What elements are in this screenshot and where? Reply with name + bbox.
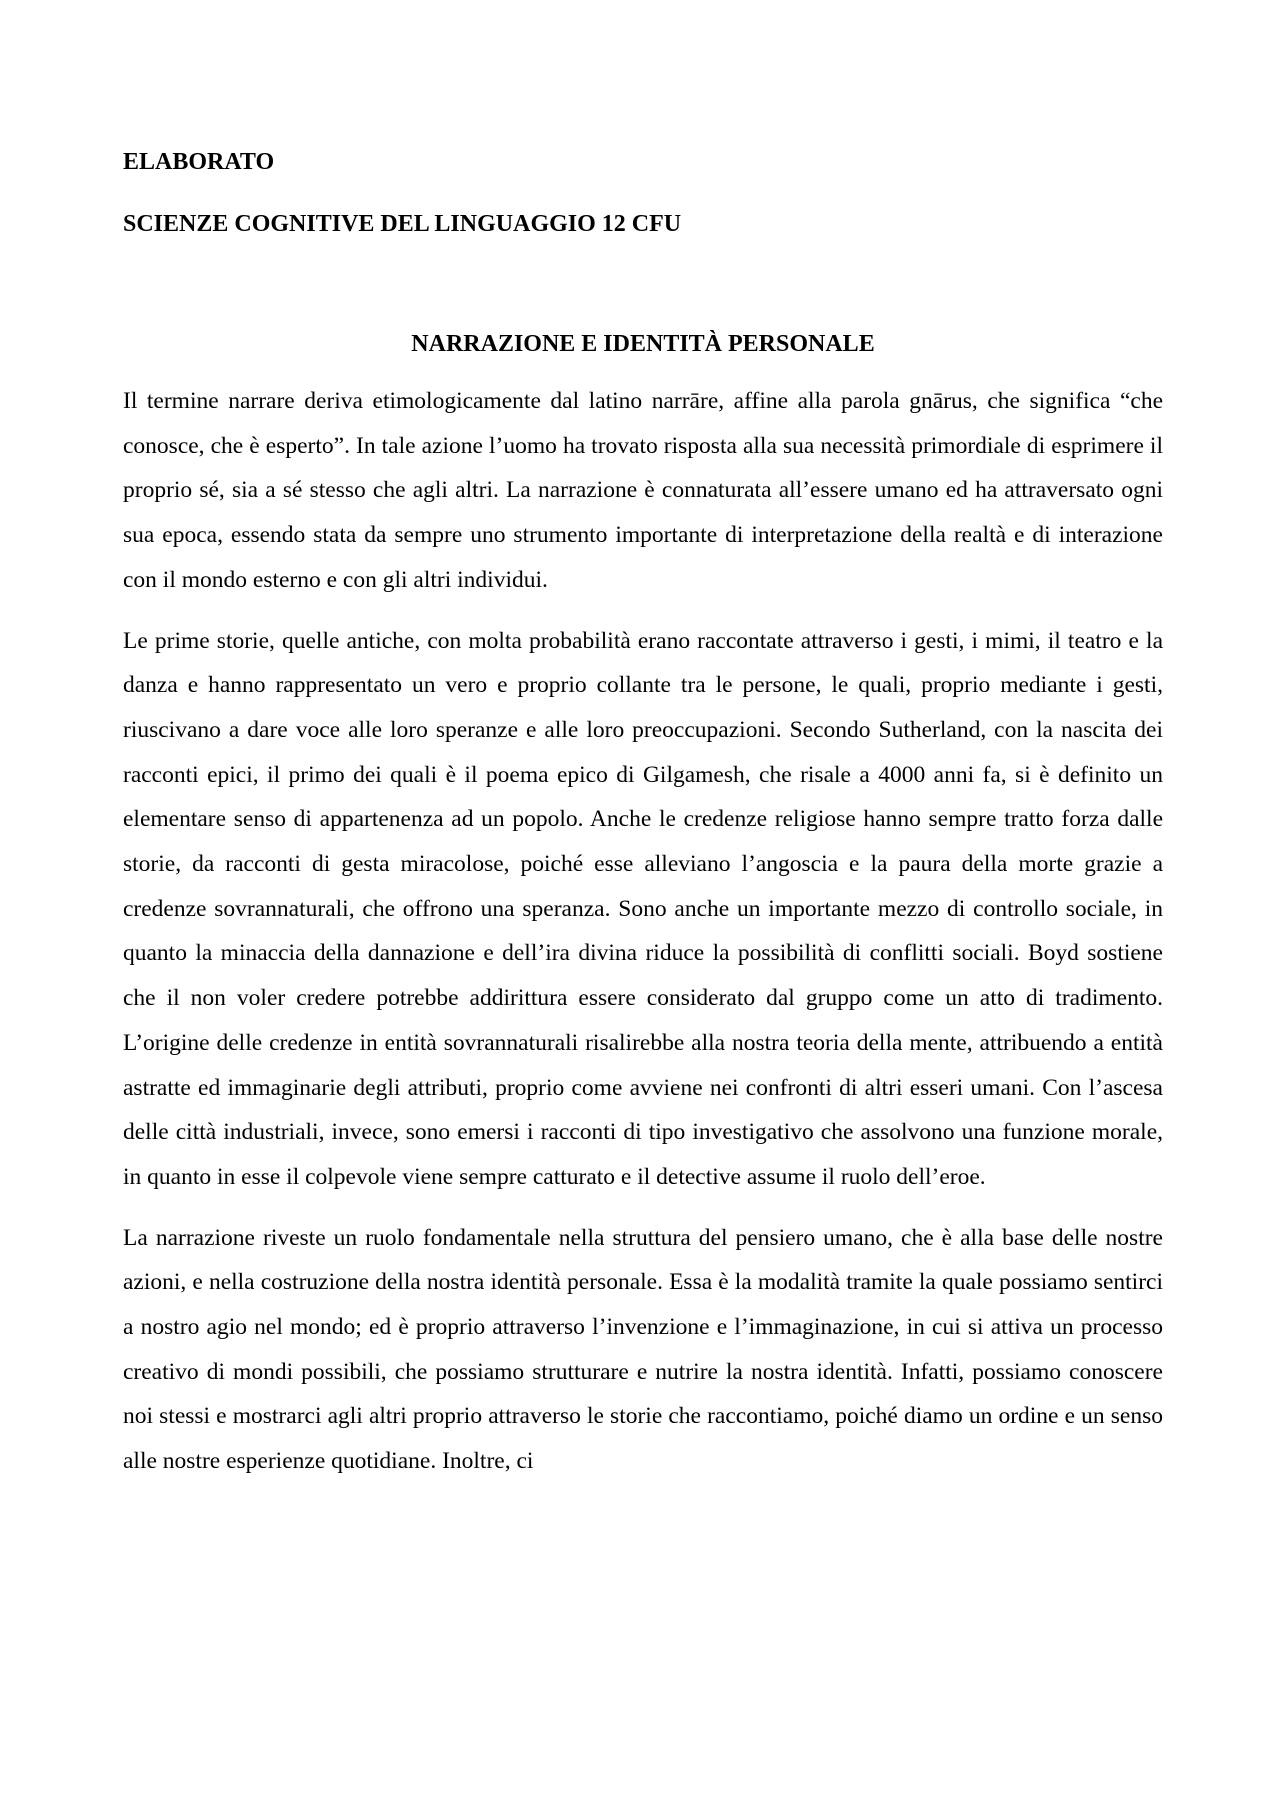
document-heading-elaborato: ELABORATO xyxy=(123,149,275,175)
document-title: NARRAZIONE E IDENTITÀ PERSONALE xyxy=(411,331,875,357)
document-content xyxy=(123,148,1163,1484)
paragraph-3: La narrazione riveste un ruolo fondamentale nella struttura del pensiero umano, che è alla base delle nostre azioni, e nella costruzione della nostra identità personale. Essa è la modalità tramite la quale possiamo sentirci a nostro agio nel mondo; ed è proprio attraverso l’invenzione e l’immaginazione, in cui si attiva un processo creativo di mondi possibili, che possiamo strutturare e nutrire la nostra identità. Infatti, possiamo conoscere noi stessi e mostrarci agli altri proprio attraverso le storie che raccontiamo, poiché diamo un ordine e un senso alle nostre esperienze quotidiane. Inoltre, ci xyxy=(123,1224,1163,1475)
paragraph-2: Le prime storie, quelle antiche, con molta probabilità erano raccontate attraverso i gesti, i mimi, il teatro e la danza e hanno rappresentato un vero e proprio collante tra le persone, le quali, proprio mediante i gesti, riuscivano a dare voce alle loro speranze e alle loro preoccupazioni. Secondo Sutherland, con la nascita dei racconti epici, il primo dei quali è il poema epico di Gilgamesh, che risale a 4000 anni fa, si è definito un elementare senso di appartenenza ad un popolo. Anche le credenze religiose hanno sempre tratto forza dalle storie, da racconti di gesta miracolose, poiché esse alleviano l’angoscia e la paura della morte grazie a credenze sovrannaturali, che offrono una speranza. Sono anche un importante mezzo di controllo sociale, in quanto la minaccia della dannazione e dell’ira divina riduce la possibilità di conflitti sociali. Boyd sostiene che il non voler credere potrebbe addirittura essere considerato dal gruppo come un atto di tradimento. L’origine delle credenze in entità sovrannaturali risalirebbe alla nostra teoria della mente, attribuendo a entità astratte ed immaginarie degli attributi, proprio come avviene nei confronti di altri esseri umani. Con l’ascesa delle città industriali, invece, sono emersi i racconti di tipo investigativo che assolvono una funzione morale, in quanto in esse il colpevole viene sempre catturato e il detective assume il ruolo dell’eroe. xyxy=(123,627,1163,1190)
paragraph-1: Il termine narrare deriva etimologicamente dal latino narrāre, affine alla parola gnārus, che significa “che conosce, che è esperto”. In tale azione l’uomo ha trovato risposta alla sua necessità primordiale di esprimere il proprio sé, sia a sé stesso che agli altri. La narrazione è connaturata all’essere umano ed ha attraversato ogni sua epoca, essendo stata da sempre uno strumento importante di interpretazione della realtà e di interazione con il mondo esterno e con gli altri individui. xyxy=(123,388,1163,593)
document-heading-course: SCIENZE COGNITIVE DEL LINGUAGGIO 12 CFU xyxy=(123,211,682,237)
